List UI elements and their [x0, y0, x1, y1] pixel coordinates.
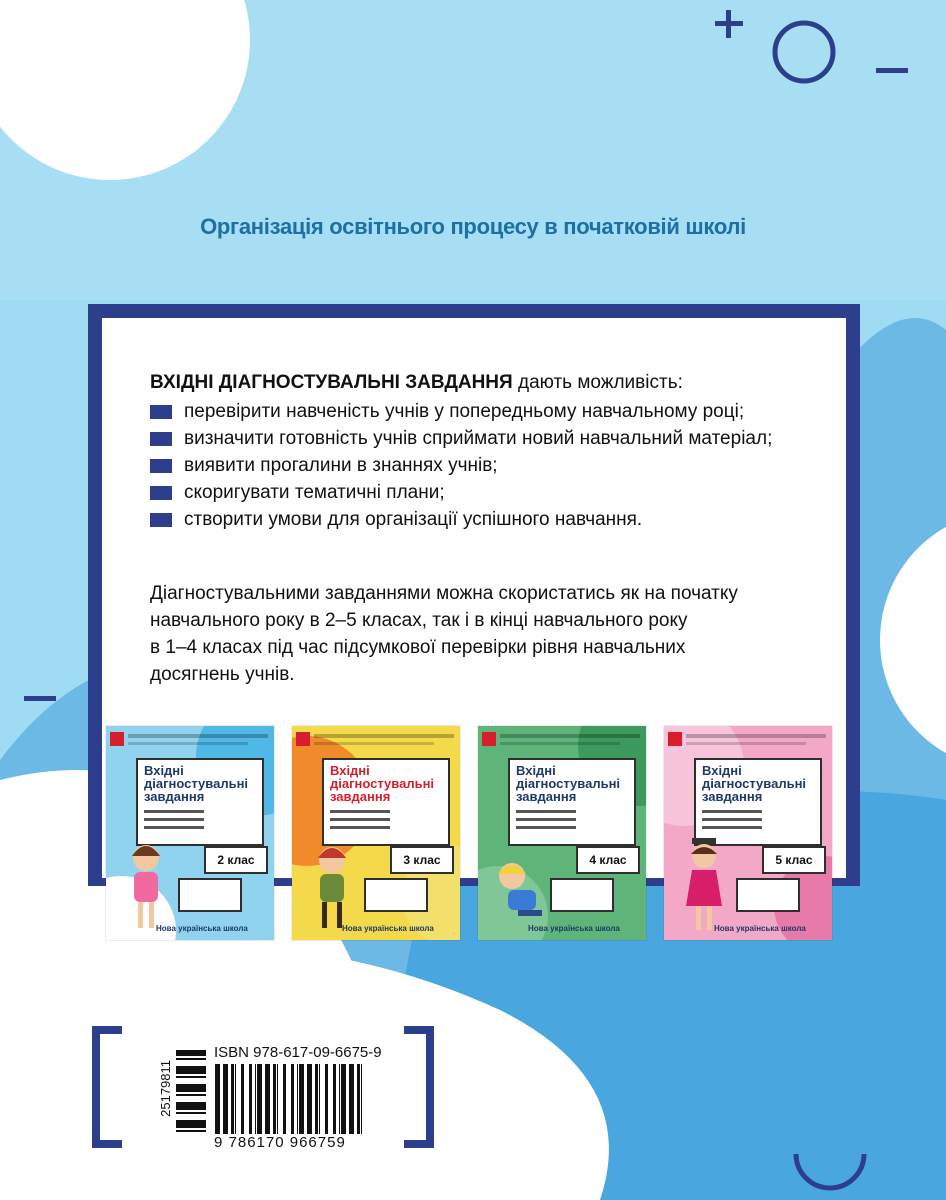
lead-text — [150, 372, 683, 394]
cover-title-line: Вхідні — [330, 763, 370, 778]
cover-nameplate — [364, 878, 428, 912]
square-bullet-icon — [150, 432, 172, 446]
cover-title-line: діагностувальні — [702, 776, 807, 791]
list-item-text: визначити готовність учнів сприймати новий навчальний матеріал; — [184, 428, 773, 449]
lead-rest: дають можливість: — [512, 372, 683, 393]
plus-icon — [712, 8, 746, 42]
cover-nameplate — [550, 878, 614, 912]
cover-grade: 4 клас — [576, 846, 640, 874]
square-bullet-icon — [150, 513, 172, 527]
benefits-list — [150, 398, 790, 533]
lead-bold: ВХІДНІ ДІАГНОСТУВАЛЬНІ ЗАВДАННЯ — [150, 372, 513, 393]
list-item-text: виявити прогалини в знаннях учнів; — [184, 455, 498, 476]
list-item-text: скоригувати тематичні плани; — [184, 482, 445, 503]
cover-title-line: завдання — [330, 789, 391, 804]
list-item — [150, 398, 790, 425]
book-cover-5 — [664, 726, 832, 940]
child-illustration — [488, 836, 548, 936]
square-bullet-icon — [150, 486, 172, 500]
isbn-number: 9 786170 966759 — [214, 1134, 346, 1151]
child-illustration — [674, 836, 734, 936]
barcode — [214, 1064, 364, 1134]
cover-footer: Нова українська школа — [714, 924, 806, 933]
list-item — [150, 452, 790, 479]
cover-title-line: діагностувальні — [144, 776, 249, 791]
publisher-logo — [296, 732, 310, 746]
cover-title-line: Вхідні — [516, 763, 556, 778]
cover-footer: Нова українська школа — [342, 924, 434, 933]
cover-grade: 2 клас — [204, 846, 268, 874]
minus-icon — [24, 694, 58, 704]
cover-title-line: завдання — [144, 789, 205, 804]
book-cover-2 — [106, 726, 274, 940]
publisher-logo — [110, 732, 124, 746]
right-bracket — [404, 1026, 434, 1148]
cover-footer: Нова українська школа — [528, 924, 620, 933]
square-bullet-icon — [150, 459, 172, 473]
cover-title-line: Вхідні — [702, 763, 742, 778]
paragraph-line: досягнень учнів. — [150, 664, 295, 685]
cover-nameplate — [736, 878, 800, 912]
square-bullet-icon — [150, 405, 172, 419]
cover-grade: 3 клас — [390, 846, 454, 874]
cover-title-line: завдання — [702, 789, 763, 804]
cover-title-line: діагностувальні — [330, 776, 435, 791]
cover-title — [516, 764, 630, 803]
cover-title — [330, 764, 444, 803]
paragraph-line: навчального року в 2–5 класах, так і в кінці навчального року — [150, 610, 688, 631]
usage-paragraph — [150, 580, 790, 688]
list-item — [150, 479, 790, 506]
book-covers — [106, 726, 832, 942]
list-item — [150, 506, 790, 533]
circle-icon — [768, 16, 840, 88]
cover-title-line: Вхідні — [144, 763, 184, 778]
circle-icon — [790, 1150, 870, 1200]
minus-icon — [876, 66, 910, 76]
child-illustration — [302, 836, 362, 936]
cover-footer: Нова українська школа — [156, 924, 248, 933]
paragraph-line: Діагностувальними завданнями можна скористатись як на початку — [150, 583, 738, 604]
cover-title-line: діагностувальні — [516, 776, 621, 791]
cover-grade: 5 клас — [762, 846, 826, 874]
paragraph-line: в 1–4 класах під час підсумкової перевірки рівня навчальних — [150, 637, 686, 658]
isbn-label: ISBN 978-617-09-6675-9 — [214, 1044, 382, 1061]
cover-title — [702, 764, 816, 803]
publisher-logo — [482, 732, 496, 746]
list-item — [150, 425, 790, 452]
list-item-text: створити умови для організації успішного навчання. — [184, 509, 643, 530]
cover-nameplate — [178, 878, 242, 912]
list-item-text: перевірити навченість учнів у попередньому навчальному році; — [184, 401, 745, 422]
left-bracket — [92, 1026, 122, 1148]
book-cover-4 — [478, 726, 646, 940]
series-title: Організація освітнього процесу в початковій школі — [200, 214, 746, 239]
barcode-addon — [176, 1050, 206, 1136]
cover-title — [144, 764, 258, 803]
child-illustration — [116, 836, 176, 936]
cover-title-line: завдання — [516, 789, 577, 804]
isbn-addon: 25179811 — [158, 1060, 173, 1117]
publisher-logo — [668, 732, 682, 746]
book-cover-3 — [292, 726, 460, 940]
